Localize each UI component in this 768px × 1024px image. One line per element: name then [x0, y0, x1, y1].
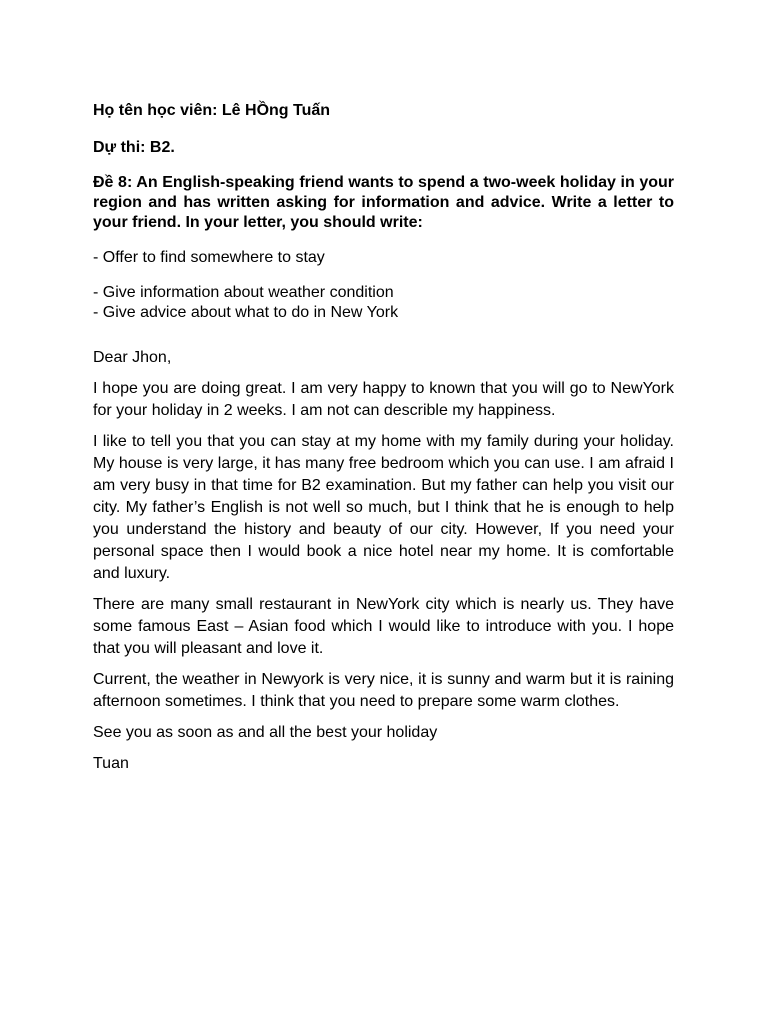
task-prompt: Đề 8: An English-speaking friend wants to spend a two-week holiday in your region and has written asking for information and advice. Write a letter to your friend. In your letter, you should write: — [93, 174, 674, 231]
document-page — [93, 100, 674, 775]
letter-closing: See you as soon as and all the best your holiday — [93, 724, 438, 741]
letter-paragraph: There are many small restaurant in NewYork city which is nearly us. They have some famous East – Asian food which I would like to introduce with you. I hope that you will pleasant and love it. — [93, 596, 674, 657]
letter-greeting: Dear Jhon, — [93, 349, 172, 366]
bullet-item-weather: - Give information about weather condition — [93, 284, 394, 301]
exam-level: Dự thi: B2. — [93, 139, 175, 156]
letter-signature: Tuan — [93, 755, 129, 772]
bullet-item-stay: - Offer to find somewhere to stay — [93, 249, 325, 266]
student-name: Họ tên học viên: Lê HỒng Tuấn — [93, 102, 331, 119]
letter-paragraph: I hope you are doing great. I am very happy to known that you will go to NewYork for your holiday in 2 weeks. I am not can describle my happiness. — [93, 380, 674, 419]
bullet-item-advice: - Give advice about what to do in New York — [93, 304, 399, 321]
letter-paragraph: I like to tell you that you can stay at my home with my family during your holiday. My house is very large, it has many free bedroom which you can use. I am afraid I am very busy in that time for B2 examination. But my father can help you visit our city. My father’s English is not well so much, but I think that he is enough to help you understand the history and beauty of our city. However, If you need your personal space then I would book a nice hotel near my home. It is comfortable and luxury. — [93, 433, 674, 582]
letter-paragraph: Current, the weather in Newyork is very nice, it is sunny and warm but it is raining afternoon sometimes. I think that you need to prepare some warm clothes. — [93, 671, 674, 710]
